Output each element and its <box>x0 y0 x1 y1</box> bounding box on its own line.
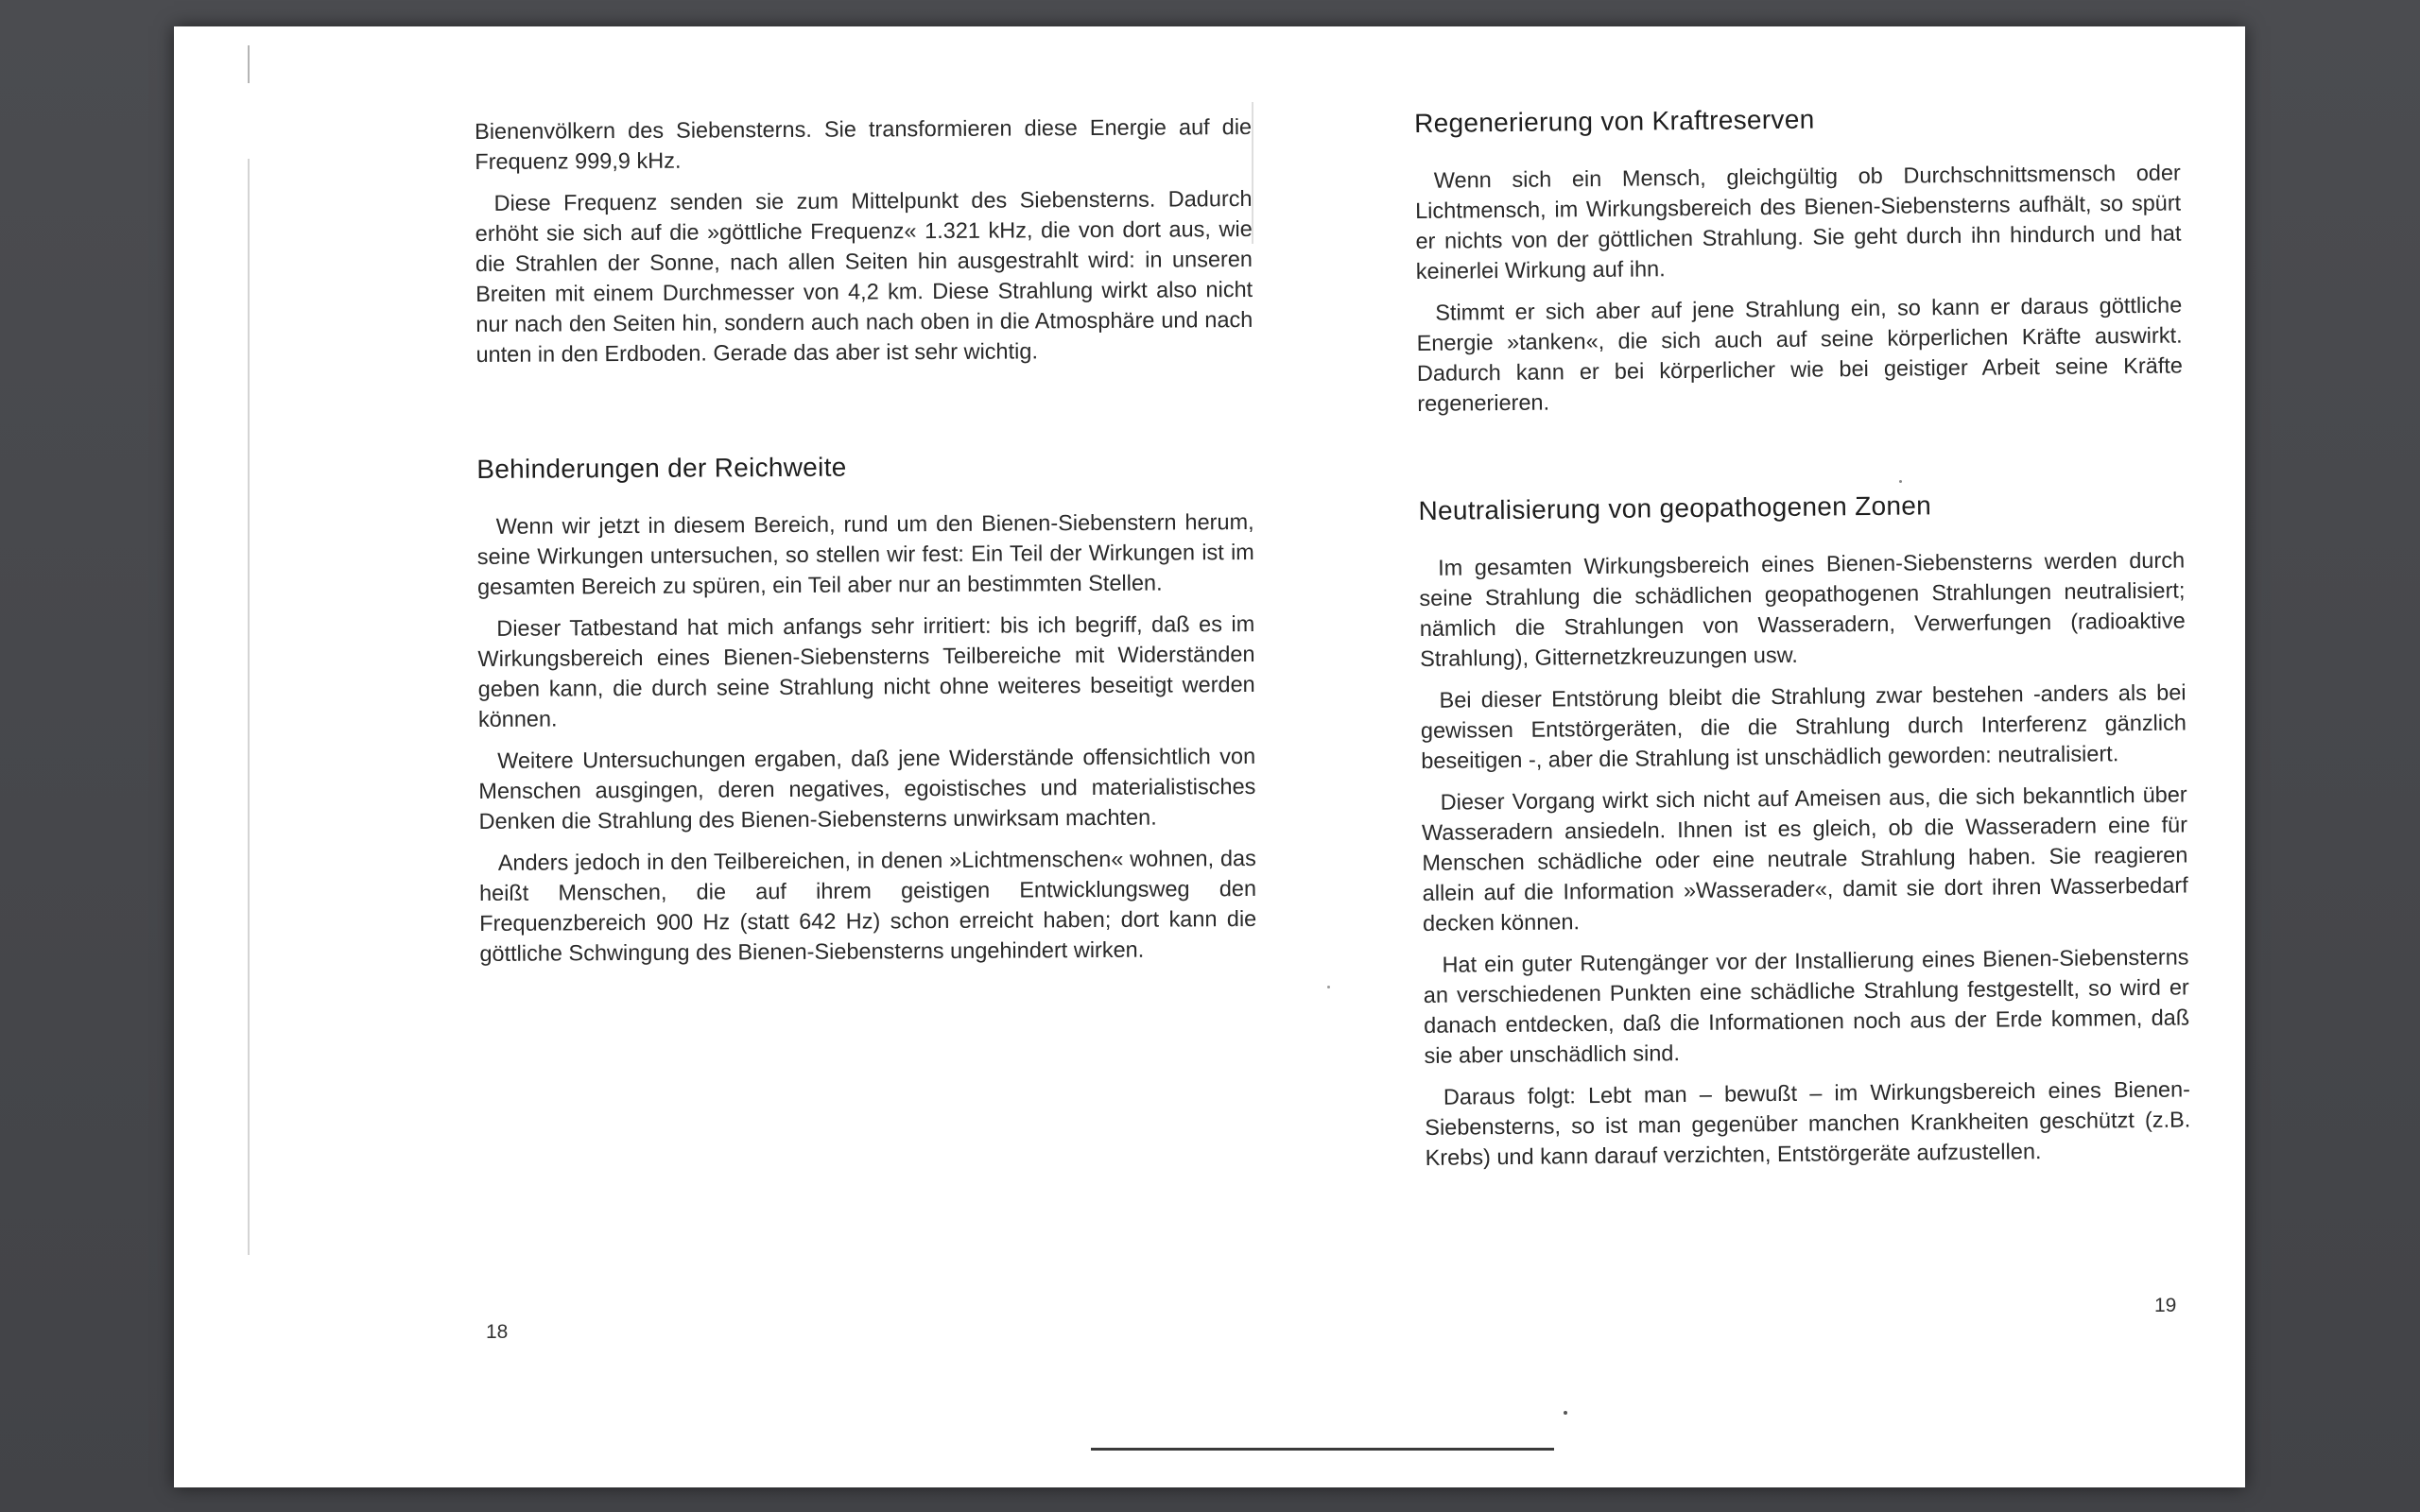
scan-speck <box>1564 1411 1567 1415</box>
right-paragraph-3: Im gesamten Wirkungsbereich eines Bienen-Siebensterns werden durch seine Strahlung die schädlichen geopathogenen Strahlungen neutralisiert; nämlich die Strahlungen von Wasseradern, Verwerfungen (radioaktive Strahlung), Gitternetzkreuzungen usw. <box>1419 547 2186 671</box>
right-section-heading-1: Regenerierung von Kraftreserven <box>1414 104 1815 138</box>
left-paragraph-5: Anders jedoch in den Teilbereichen, in denen »Lichtmenschen« wohnen, das heißt Menschen, die auf ihrem geistigen Entwicklungsweg den Frequenzbereich 900 Hz (statt 642 Hz) schon erreicht haben; dort kann die göttliche Schwingung des Bienen-Siebensterns ungehindert wirken. <box>478 845 1257 966</box>
right-paragraph-4: Bei dieser Entstörung bleibt die Strahlung zwar bestehen -anders als bei gewissen Entstörgeräten, die die Strahlung durch Interferenz gänzlich beseitigen -, aber die Strahlung ist unschädlich geworden: neutralisiert. <box>1420 679 2187 773</box>
scan-binding-mark <box>248 159 250 1255</box>
left-page-column <box>475 112 1257 980</box>
right-paragraph-5: Dieser Vorgang wirkt sich nicht auf Ameisen aus, die sich bekanntlich über Wasseradern ansiedeln. Ihnen ist es gleich, ob die Wasseradern eine für Menschen schädliche oder eine neutrale Strahlung haben. Sie reagieren allein auf die Information »Wasserader«, damit sie dort ihren Wasserbedarf decken können. <box>1421 782 2188 936</box>
scan-rule-line <box>1091 1448 1554 1451</box>
left-paragraph-4: Weitere Untersuchungen ergaben, daß jene Widerstände offensichtlich von Menschen ausgingen, deren negatives, egoistisches und materialistisches Denken die Strahlung des Bienen-Siebensterns unwirksam machten. <box>478 743 1256 833</box>
right-paragraph-6: Hat ein guter Rutengänger vor der Installierung eines Bienen-Siebensterns an verschiedenen Punkten eine schädliche Strahlung festgestellt, so wird er danach entdecken, daß die Informationen noch aus der Erde kommen, daß sie aber unschädlich sind. <box>1423 944 2190 1068</box>
right-paragraph-1: Wenn sich ein Mensch, gleichgültig ob Durchschnittsmensch oder Lichtmensch, im Wirkungsbereich des Bienen-Siebensterns aufhält, so spürt er nichts von der göttlichen Strahlung. Sie geht durch ihn hindurch und hat keinerlei Wirkung auf ihn. <box>1415 160 2182 284</box>
scan-binding-mark <box>248 45 250 83</box>
right-page-number: 19 <box>2154 1295 2177 1316</box>
left-page-number: 18 <box>486 1321 509 1343</box>
right-paragraph-2: Stimmt er sich aber auf jene Strahlung ein, so kann er daraus göttliche Energie »tanken«, die sich auch auf seine körperlichen Kräfte auswirkt. Dadurch kann er bei körperlicher wie bei geistiger Arbeit seine Kräfte regenerieren. <box>1416 292 2184 416</box>
left-lead-paragraph: Bienenvölkern des Siebensterns. Sie transformieren diese Energie auf die Frequenz 999,9 kHz. <box>475 113 1253 174</box>
left-section-heading: Behinderungen der Reichweite <box>476 452 847 484</box>
right-page-column <box>1414 99 2191 1184</box>
right-section-heading-2: Neutralisierung von geopathogenen Zonen <box>1418 490 1932 525</box>
left-paragraph-3: Dieser Tatbestand hat mich anfangs sehr irritiert: bis ich begriff, daß es im Wirkungsbereich eines Bienen-Siebensterns Teilbereiche mit Widerständen geben kann, die durch seine Strahlung nicht ohne weiteres beseitigt werden können. <box>477 610 1255 731</box>
left-paragraph-2: Wenn wir jetzt in diesem Bereich, rund um den Bienen-Siebenstern herum, seine Wirkungen untersuchen, so stellen wir fest: Ein Teil der Wirkungen ist im gesamten Bereich zu spüren, ein Teil aber nur an bestimmten Stellen. <box>476 508 1254 599</box>
scanned-page-spread <box>174 26 2245 1487</box>
left-paragraph-1: Diese Frequenz senden sie zum Mittelpunkt des Siebensterns. Dadurch erhöht sie sich auf die »göttliche Frequenz« 1.321 kHz, die von dort aus, wie die Strahlen der Sonne, nach allen Seiten hin ausgestrahlt wird: in unseren Breiten mit einem Durchmesser von 4,2 km. Diese Strahlung wirkt also nicht nur nach den Seiten hin, sondern auch nach oben in die Atmosphäre und nach unten in den Erdboden. Gerade das aber ist sehr wichtig. <box>475 185 1253 367</box>
scan-speck <box>1327 986 1330 988</box>
right-paragraph-7: Daraus folgt: Lebt man – bewußt – im Wirkungsbereich eines Bienen-Siebensterns, so ist man gegenüber manchen Krankheiten geschützt (z.B. Krebs) und kann darauf verzichten, Entstörgeräte aufzustellen. <box>1425 1076 2191 1170</box>
